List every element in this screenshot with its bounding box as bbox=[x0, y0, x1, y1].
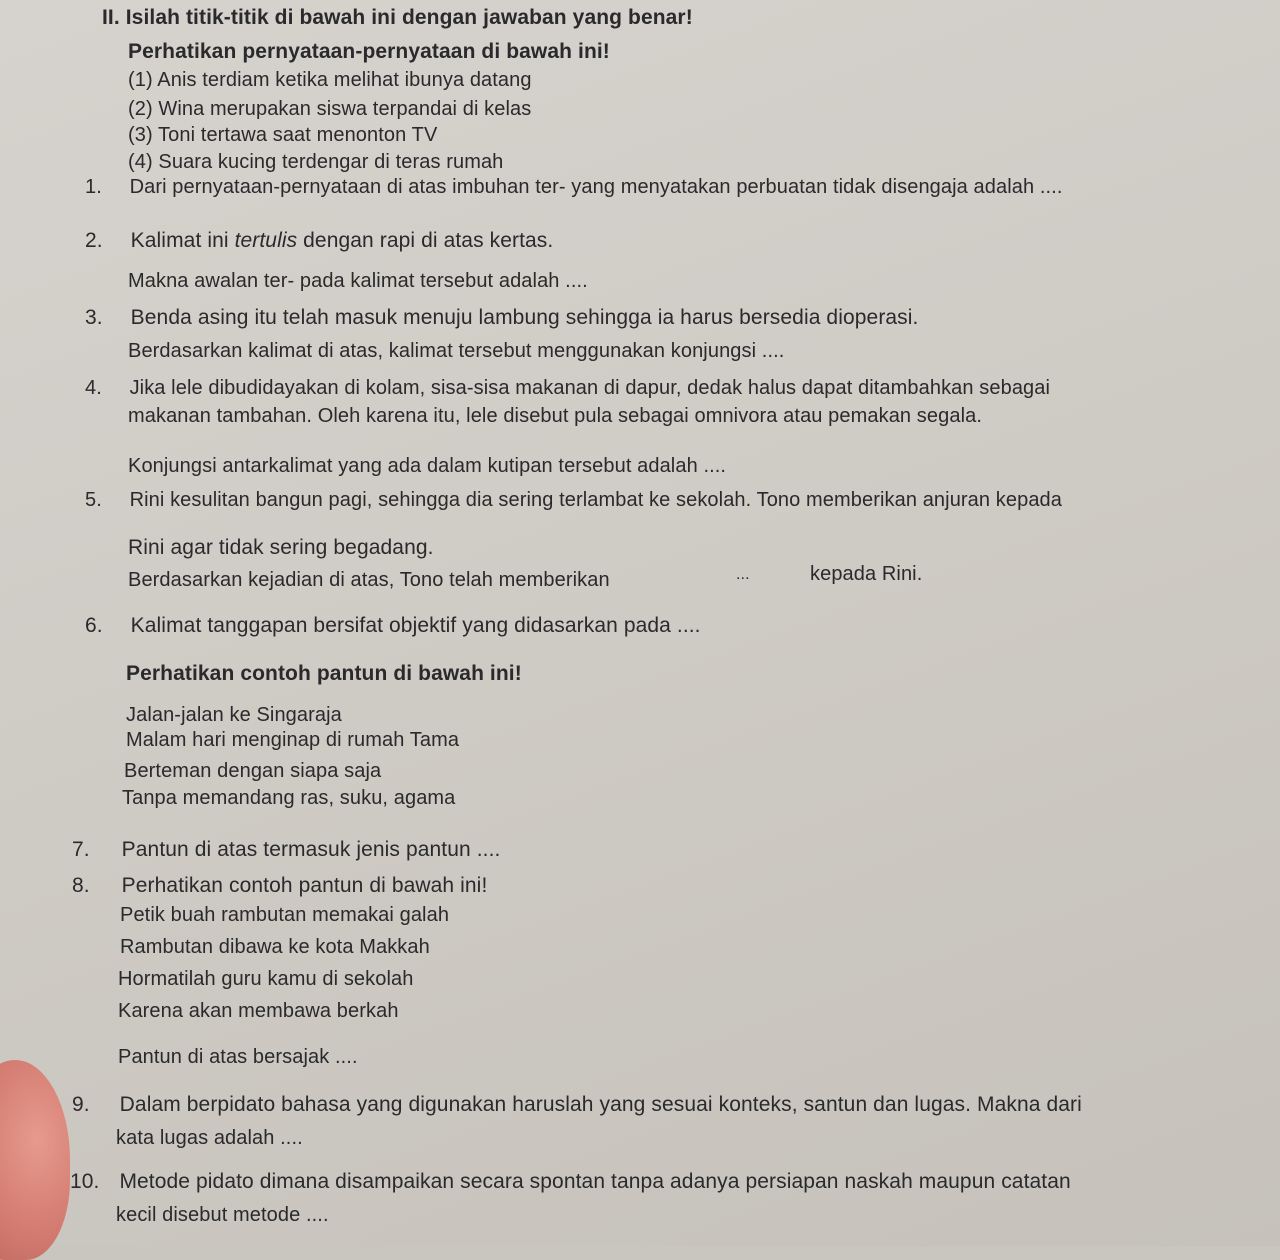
question-3 bbox=[85, 306, 919, 330]
pantun-2-line-3: Hormatilah guru kamu di sekolah bbox=[118, 968, 414, 990]
question-4-sub: Konjungsi antarkalimat yang ada dalam kutipan tersebut adalah .... bbox=[128, 455, 727, 477]
question-5-sub-end: kepada Rini. bbox=[810, 563, 923, 585]
question-5 bbox=[85, 489, 1062, 512]
question-number: 10. bbox=[70, 1170, 100, 1193]
question-number: 6. bbox=[85, 614, 103, 637]
question-2 bbox=[85, 229, 553, 253]
question-7 bbox=[72, 838, 500, 862]
pantun-1-line-1: Jalan-jalan ke Singaraja bbox=[126, 704, 342, 726]
question-text: Metode pidato dimana disampaikan secara spontan tanpa adanya persiapan naskah maupun catatan bbox=[119, 1170, 1071, 1193]
statement-4: (4) Suara kucing terdengar di teras rumah bbox=[128, 151, 504, 173]
question-10-cont: kecil disebut metode .... bbox=[116, 1204, 329, 1226]
answer-blank: ... bbox=[736, 566, 750, 583]
question-6 bbox=[85, 614, 701, 638]
question-text-before: Kalimat ini bbox=[130, 229, 235, 252]
question-number: 5. bbox=[85, 489, 102, 511]
pantun-2-line-2: Rambutan dibawa ke kota Makkah bbox=[120, 936, 430, 958]
question-number: 8. bbox=[72, 874, 90, 897]
question-10 bbox=[70, 1170, 1071, 1194]
question-text: Dalam berpidato bahasa yang digunakan haruslah yang sesuai konteks, santun dan lugas. Makna dari bbox=[119, 1093, 1082, 1116]
statement-1: (1) Anis terdiam ketika melihat ibunya datang bbox=[128, 69, 532, 91]
pantun-label: Perhatikan contoh pantun di bawah ini! bbox=[126, 662, 522, 685]
question-text: Rini kesulitan bangun pagi, sehingga dia sering terlambat ke sekolah. Tono memberikan anjuran kepada bbox=[129, 489, 1063, 511]
question-8 bbox=[72, 874, 487, 898]
question-1 bbox=[85, 176, 1062, 199]
pantun-1-line-3: Berteman dengan siapa saja bbox=[124, 760, 382, 782]
question-number: 3. bbox=[85, 306, 103, 329]
question-number: 1. bbox=[85, 176, 102, 198]
question-text: Benda asing itu telah masuk menuju lambung sehingga ia harus bersedia dioperasi. bbox=[130, 306, 919, 329]
question-text-after: dengan rapi di atas kertas. bbox=[297, 229, 554, 252]
question-2-sub: Makna awalan ter- pada kalimat tersebut adalah .... bbox=[128, 270, 588, 292]
question-text: Jika lele dibudidayakan di kolam, sisa-sisa makanan di dapur, dedak halus dapat ditambahkan sebagai bbox=[129, 377, 1051, 399]
pantun-1-line-2: Malam hari menginap di rumah Tama bbox=[126, 729, 460, 751]
question-9-cont: kata lugas adalah .... bbox=[116, 1127, 303, 1149]
intro-label: Perhatikan pernyataan-pernyataan di bawah ini! bbox=[128, 40, 610, 63]
question-text: Perhatikan contoh pantun di bawah ini! bbox=[121, 874, 488, 897]
pantun-2-line-1: Petik buah rambutan memakai galah bbox=[120, 904, 450, 926]
question-4-cont: makanan tambahan. Oleh karena itu, lele disebut pula sebagai omnivora atau pemakan segala. bbox=[128, 405, 982, 427]
question-8-sub: Pantun di atas bersajak .... bbox=[118, 1046, 358, 1068]
question-number: 9. bbox=[72, 1093, 90, 1116]
question-number: 2. bbox=[85, 229, 103, 252]
question-4 bbox=[85, 377, 1050, 400]
question-number: 7. bbox=[72, 838, 90, 861]
question-5-sub: Berdasarkan kejadian di atas, Tono telah memberikan bbox=[128, 569, 610, 591]
pantun-2-line-4: Karena akan membawa berkah bbox=[118, 1000, 399, 1022]
statement-3: (3) Toni tertawa saat menonton TV bbox=[128, 124, 438, 146]
question-text: Kalimat tanggapan bersifat objektif yang didasarkan pada .... bbox=[130, 614, 701, 637]
statement-2: (2) Wina merupakan siswa terpandai di kelas bbox=[128, 98, 532, 120]
question-9 bbox=[72, 1093, 1082, 1117]
question-text: Pantun di atas termasuk jenis pantun .... bbox=[121, 838, 501, 861]
italic-word: tertulis bbox=[234, 229, 298, 252]
question-3-sub: Berdasarkan kalimat di atas, kalimat tersebut menggunakan konjungsi .... bbox=[128, 340, 785, 362]
section-header: II. Isilah titik-titik di bawah ini dengan jawaban yang benar! bbox=[102, 6, 693, 29]
question-number: 4. bbox=[85, 377, 102, 399]
question-text: Dari pernyataan-pernyataan di atas imbuhan ter- yang menyatakan perbuatan tidak disengaja adalah .... bbox=[129, 176, 1063, 198]
question-5-cont: Rini agar tidak sering begadang. bbox=[128, 536, 434, 559]
pantun-1-line-4: Tanpa memandang ras, suku, agama bbox=[122, 787, 456, 809]
